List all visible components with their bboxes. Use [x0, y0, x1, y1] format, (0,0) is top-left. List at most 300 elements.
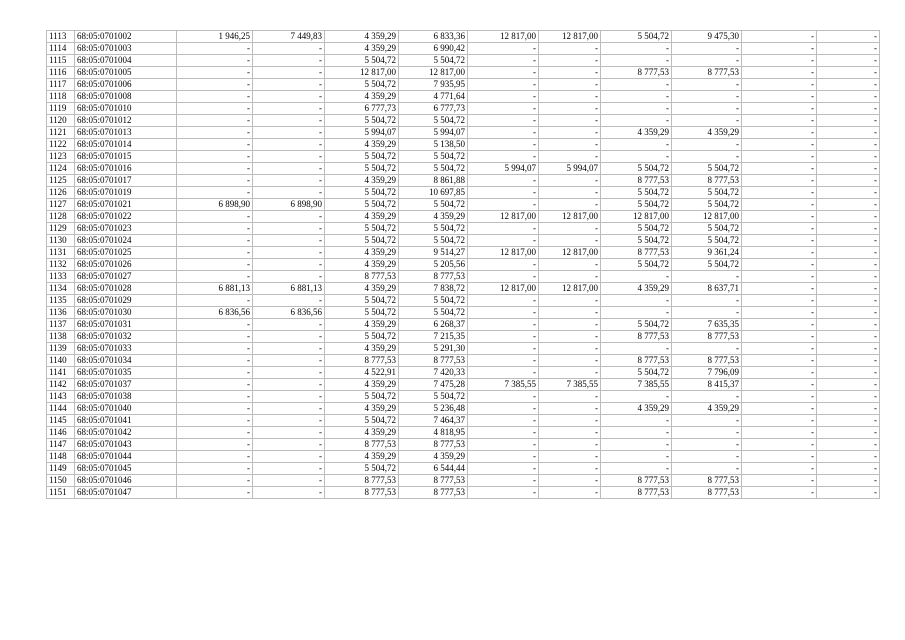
value-cell-1: -	[177, 319, 253, 331]
value-cell-1: -	[177, 427, 253, 439]
value-cell-7: 8 777,53	[601, 247, 672, 259]
value-cell-8: -	[672, 43, 742, 55]
value-cell-6: -	[539, 91, 601, 103]
value-cell-1: -	[177, 55, 253, 67]
table-row	[47, 475, 880, 487]
value-cell-4: 8 777,53	[399, 475, 468, 487]
value-cell-5: -	[468, 235, 539, 247]
value-cell-1: -	[177, 451, 253, 463]
value-cell-1: -	[177, 139, 253, 151]
cadastral-number-cell: 68:05:0701033	[75, 343, 177, 355]
table-row	[47, 307, 880, 319]
row-number-cell: 1117	[47, 79, 75, 91]
value-cell-5: -	[468, 199, 539, 211]
value-cell-3: 6 777,73	[325, 103, 399, 115]
value-cell-5: -	[468, 43, 539, 55]
value-cell-2: -	[253, 295, 325, 307]
value-cell-4: 8 777,53	[399, 439, 468, 451]
row-number-cell: 1127	[47, 199, 75, 211]
value-cell-5: 7 385,55	[468, 379, 539, 391]
value-cell-9: -	[742, 67, 817, 79]
value-cell-7: -	[601, 415, 672, 427]
value-cell-8: -	[672, 343, 742, 355]
table-row	[47, 211, 880, 223]
value-cell-4: 5 504,72	[399, 235, 468, 247]
value-cell-8: -	[672, 463, 742, 475]
value-cell-1: -	[177, 115, 253, 127]
value-cell-2: -	[253, 355, 325, 367]
value-cell-9: -	[742, 187, 817, 199]
value-cell-10: -	[817, 427, 880, 439]
value-cell-9: -	[742, 31, 817, 43]
cadastral-number-cell: 68:05:0701017	[75, 175, 177, 187]
value-cell-6: -	[539, 343, 601, 355]
value-cell-7: -	[601, 295, 672, 307]
value-cell-3: 4 359,29	[325, 319, 399, 331]
value-cell-5: -	[468, 271, 539, 283]
value-cell-7: -	[601, 463, 672, 475]
value-cell-7: 4 359,29	[601, 127, 672, 139]
value-cell-8: -	[672, 151, 742, 163]
table-row	[47, 199, 880, 211]
value-cell-8: 8 777,53	[672, 67, 742, 79]
value-cell-9: -	[742, 343, 817, 355]
value-cell-3: 5 504,72	[325, 223, 399, 235]
value-cell-2: -	[253, 139, 325, 151]
value-cell-8: 9 475,30	[672, 31, 742, 43]
value-cell-9: -	[742, 283, 817, 295]
value-cell-6: -	[539, 403, 601, 415]
value-cell-7: 5 504,72	[601, 259, 672, 271]
value-cell-8: 8 777,53	[672, 487, 742, 499]
table-row	[47, 319, 880, 331]
value-cell-7: 4 359,29	[601, 403, 672, 415]
value-cell-5: 5 994,07	[468, 163, 539, 175]
row-number-cell: 1113	[47, 31, 75, 43]
value-cell-8: -	[672, 451, 742, 463]
value-cell-3: 8 777,53	[325, 355, 399, 367]
value-cell-8: 4 359,29	[672, 403, 742, 415]
value-cell-2: 6 898,90	[253, 199, 325, 211]
value-cell-3: 4 359,29	[325, 451, 399, 463]
value-cell-7: -	[601, 103, 672, 115]
value-cell-7: 8 777,53	[601, 331, 672, 343]
row-number-cell: 1121	[47, 127, 75, 139]
table-row	[47, 403, 880, 415]
value-cell-1: -	[177, 403, 253, 415]
row-number-cell: 1126	[47, 187, 75, 199]
value-cell-1: -	[177, 211, 253, 223]
table-row	[47, 115, 880, 127]
value-cell-10: -	[817, 271, 880, 283]
value-cell-4: 5 994,07	[399, 127, 468, 139]
table-row	[47, 451, 880, 463]
value-cell-5: -	[468, 307, 539, 319]
value-cell-4: 6 777,73	[399, 103, 468, 115]
table-row	[47, 367, 880, 379]
value-cell-10: -	[817, 103, 880, 115]
value-cell-10: -	[817, 67, 880, 79]
value-cell-9: -	[742, 391, 817, 403]
table-row	[47, 103, 880, 115]
cadastral-number-cell: 68:05:0701040	[75, 403, 177, 415]
value-cell-10: -	[817, 175, 880, 187]
value-cell-7: -	[601, 343, 672, 355]
value-cell-9: -	[742, 475, 817, 487]
value-cell-5: 12 817,00	[468, 283, 539, 295]
value-cell-6: 5 994,07	[539, 163, 601, 175]
cadastral-number-cell: 68:05:0701029	[75, 295, 177, 307]
value-cell-4: 4 359,29	[399, 451, 468, 463]
value-cell-8: 8 637,71	[672, 283, 742, 295]
row-number-cell: 1136	[47, 307, 75, 319]
table-row	[47, 127, 880, 139]
value-cell-1: -	[177, 463, 253, 475]
value-cell-6: 7 385,55	[539, 379, 601, 391]
value-cell-4: 8 777,53	[399, 487, 468, 499]
cadastral-number-cell: 68:05:0701035	[75, 367, 177, 379]
value-cell-9: -	[742, 379, 817, 391]
value-cell-4: 6 833,36	[399, 31, 468, 43]
value-cell-2: -	[253, 175, 325, 187]
value-cell-4: 5 504,72	[399, 163, 468, 175]
value-cell-4: 4 818,95	[399, 427, 468, 439]
value-cell-5: -	[468, 223, 539, 235]
value-cell-8: -	[672, 415, 742, 427]
value-cell-9: -	[742, 439, 817, 451]
row-number-cell: 1120	[47, 115, 75, 127]
cadastral-number-cell: 68:05:0701025	[75, 247, 177, 259]
value-cell-6: -	[539, 427, 601, 439]
value-cell-9: -	[742, 403, 817, 415]
value-cell-6: 12 817,00	[539, 211, 601, 223]
value-cell-8: 8 777,53	[672, 331, 742, 343]
value-cell-10: -	[817, 163, 880, 175]
table-row	[47, 67, 880, 79]
row-number-cell: 1135	[47, 295, 75, 307]
value-cell-9: -	[742, 223, 817, 235]
cadastral-number-cell: 68:05:0701014	[75, 139, 177, 151]
value-cell-10: -	[817, 283, 880, 295]
value-cell-7: 5 504,72	[601, 163, 672, 175]
value-cell-7: 5 504,72	[601, 223, 672, 235]
value-cell-2: -	[253, 235, 325, 247]
value-cell-4: 5 504,72	[399, 115, 468, 127]
value-cell-5: -	[468, 139, 539, 151]
value-cell-2: -	[253, 163, 325, 175]
cadastral-number-cell: 68:05:0701003	[75, 43, 177, 55]
value-cell-9: -	[742, 271, 817, 283]
value-cell-8: 12 817,00	[672, 211, 742, 223]
value-cell-10: -	[817, 379, 880, 391]
value-cell-1: 6 881,13	[177, 283, 253, 295]
cadastral-number-cell: 68:05:0701037	[75, 379, 177, 391]
value-cell-1: 6 836,56	[177, 307, 253, 319]
row-number-cell: 1114	[47, 43, 75, 55]
value-cell-3: 5 504,72	[325, 151, 399, 163]
value-cell-2: -	[253, 127, 325, 139]
table-row	[47, 187, 880, 199]
value-cell-9: -	[742, 367, 817, 379]
value-cell-4: 7 935,95	[399, 79, 468, 91]
value-cell-6: -	[539, 103, 601, 115]
value-cell-3: 5 504,72	[325, 235, 399, 247]
value-cell-2: -	[253, 367, 325, 379]
row-number-cell: 1115	[47, 55, 75, 67]
value-cell-9: -	[742, 55, 817, 67]
value-cell-3: 5 504,72	[325, 115, 399, 127]
cadastral-number-cell: 68:05:0701034	[75, 355, 177, 367]
value-cell-1: -	[177, 355, 253, 367]
cadastral-number-cell: 68:05:0701027	[75, 271, 177, 283]
value-cell-10: -	[817, 31, 880, 43]
value-cell-8: -	[672, 439, 742, 451]
value-cell-1: 6 898,90	[177, 199, 253, 211]
value-cell-6: -	[539, 67, 601, 79]
value-cell-2: -	[253, 271, 325, 283]
value-cell-5: -	[468, 427, 539, 439]
cadastral-number-cell: 68:05:0701019	[75, 187, 177, 199]
value-cell-7: 8 777,53	[601, 355, 672, 367]
value-cell-5: -	[468, 127, 539, 139]
value-cell-4: 5 504,72	[399, 391, 468, 403]
value-cell-10: -	[817, 367, 880, 379]
row-number-cell: 1116	[47, 67, 75, 79]
value-cell-4: 12 817,00	[399, 67, 468, 79]
value-cell-9: -	[742, 79, 817, 91]
value-cell-7: -	[601, 307, 672, 319]
table-row	[47, 463, 880, 475]
cadastral-number-cell: 68:05:0701045	[75, 463, 177, 475]
value-cell-4: 7 838,72	[399, 283, 468, 295]
value-cell-4: 7 475,28	[399, 379, 468, 391]
value-cell-5: -	[468, 331, 539, 343]
value-cell-10: -	[817, 355, 880, 367]
value-cell-5: -	[468, 439, 539, 451]
value-cell-4: 9 514,27	[399, 247, 468, 259]
value-cell-6: -	[539, 415, 601, 427]
table-row	[47, 223, 880, 235]
value-cell-9: -	[742, 355, 817, 367]
value-cell-3: 4 359,29	[325, 379, 399, 391]
row-number-cell: 1124	[47, 163, 75, 175]
cadastral-number-cell: 68:05:0701012	[75, 115, 177, 127]
table-row	[47, 271, 880, 283]
value-cell-10: -	[817, 475, 880, 487]
value-cell-4: 8 777,53	[399, 355, 468, 367]
value-cell-7: 5 504,72	[601, 187, 672, 199]
table-row	[47, 151, 880, 163]
value-cell-8: -	[672, 91, 742, 103]
value-cell-5: -	[468, 391, 539, 403]
value-cell-5: -	[468, 151, 539, 163]
value-cell-9: -	[742, 127, 817, 139]
table-row	[47, 79, 880, 91]
value-cell-2: -	[253, 391, 325, 403]
value-cell-8: 7 635,35	[672, 319, 742, 331]
value-cell-8: 8 777,53	[672, 175, 742, 187]
table-row	[47, 295, 880, 307]
value-cell-2: -	[253, 187, 325, 199]
value-cell-2: -	[253, 103, 325, 115]
value-cell-9: -	[742, 247, 817, 259]
value-cell-2: -	[253, 43, 325, 55]
value-cell-6: -	[539, 331, 601, 343]
value-cell-7: 8 777,53	[601, 475, 672, 487]
cadastral-number-cell: 68:05:0701016	[75, 163, 177, 175]
value-cell-6: -	[539, 199, 601, 211]
row-number-cell: 1134	[47, 283, 75, 295]
value-cell-4: 5 504,72	[399, 307, 468, 319]
value-cell-3: 8 777,53	[325, 475, 399, 487]
value-cell-3: 5 504,72	[325, 331, 399, 343]
value-cell-6: -	[539, 187, 601, 199]
value-cell-3: 4 359,29	[325, 427, 399, 439]
cadastral-number-cell: 68:05:0701030	[75, 307, 177, 319]
cadastral-number-cell: 68:05:0701006	[75, 79, 177, 91]
value-cell-4: 8 777,53	[399, 271, 468, 283]
value-cell-1: -	[177, 331, 253, 343]
value-cell-6: -	[539, 55, 601, 67]
value-cell-8: -	[672, 139, 742, 151]
cadastral-number-cell: 68:05:0701021	[75, 199, 177, 211]
cadastral-number-cell: 68:05:0701022	[75, 211, 177, 223]
value-cell-6: -	[539, 235, 601, 247]
value-cell-9: -	[742, 487, 817, 499]
value-cell-9: -	[742, 115, 817, 127]
value-cell-6: -	[539, 307, 601, 319]
value-cell-10: -	[817, 223, 880, 235]
value-cell-8: -	[672, 103, 742, 115]
value-cell-7: 12 817,00	[601, 211, 672, 223]
table-row	[47, 247, 880, 259]
value-cell-6: -	[539, 259, 601, 271]
table-row	[47, 331, 880, 343]
value-cell-3: 4 359,29	[325, 43, 399, 55]
table-row	[47, 415, 880, 427]
value-cell-7: 8 777,53	[601, 175, 672, 187]
value-cell-2: -	[253, 79, 325, 91]
value-cell-10: -	[817, 295, 880, 307]
value-cell-10: -	[817, 187, 880, 199]
value-cell-1: -	[177, 247, 253, 259]
value-cell-8: 5 504,72	[672, 223, 742, 235]
value-cell-8: 4 359,29	[672, 127, 742, 139]
value-cell-1: -	[177, 415, 253, 427]
value-cell-10: -	[817, 151, 880, 163]
value-cell-5: -	[468, 415, 539, 427]
value-cell-9: -	[742, 103, 817, 115]
value-cell-3: 5 504,72	[325, 199, 399, 211]
row-number-cell: 1142	[47, 379, 75, 391]
value-cell-10: -	[817, 79, 880, 91]
value-cell-2: -	[253, 403, 325, 415]
value-cell-10: -	[817, 403, 880, 415]
table-row	[47, 43, 880, 55]
value-cell-3: 5 504,72	[325, 295, 399, 307]
value-cell-4: 5 291,30	[399, 343, 468, 355]
value-cell-2: -	[253, 343, 325, 355]
value-cell-3: 5 504,72	[325, 307, 399, 319]
cadastral-number-cell: 68:05:0701013	[75, 127, 177, 139]
value-cell-7: -	[601, 439, 672, 451]
cadastral-number-cell: 68:05:0701043	[75, 439, 177, 451]
value-cell-6: -	[539, 319, 601, 331]
value-cell-3: 8 777,53	[325, 439, 399, 451]
value-cell-8: -	[672, 55, 742, 67]
value-cell-1: -	[177, 475, 253, 487]
value-cell-2: 6 881,13	[253, 283, 325, 295]
value-cell-5: -	[468, 103, 539, 115]
value-cell-2: 6 836,56	[253, 307, 325, 319]
row-number-cell: 1151	[47, 487, 75, 499]
value-cell-9: -	[742, 415, 817, 427]
value-cell-2: -	[253, 91, 325, 103]
value-cell-7: 5 504,72	[601, 199, 672, 211]
value-cell-6: -	[539, 487, 601, 499]
row-number-cell: 1137	[47, 319, 75, 331]
cadastral-number-cell: 68:05:0701004	[75, 55, 177, 67]
value-cell-2: -	[253, 463, 325, 475]
row-number-cell: 1148	[47, 451, 75, 463]
value-cell-9: -	[742, 259, 817, 271]
row-number-cell: 1119	[47, 103, 75, 115]
value-cell-4: 5 504,72	[399, 199, 468, 211]
value-cell-1: 1 946,25	[177, 31, 253, 43]
value-cell-7: -	[601, 391, 672, 403]
value-cell-10: -	[817, 259, 880, 271]
value-cell-5: 12 817,00	[468, 31, 539, 43]
value-cell-3: 5 504,72	[325, 187, 399, 199]
value-cell-10: -	[817, 343, 880, 355]
value-cell-6: -	[539, 79, 601, 91]
value-cell-3: 4 359,29	[325, 343, 399, 355]
value-cell-7: 8 777,53	[601, 487, 672, 499]
value-cell-2: -	[253, 427, 325, 439]
value-cell-10: -	[817, 307, 880, 319]
value-cell-2: -	[253, 475, 325, 487]
row-number-cell: 1140	[47, 355, 75, 367]
table-row	[47, 283, 880, 295]
value-cell-6: -	[539, 223, 601, 235]
value-cell-6: -	[539, 367, 601, 379]
value-cell-5: -	[468, 259, 539, 271]
value-cell-4: 7 215,35	[399, 331, 468, 343]
value-cell-10: -	[817, 331, 880, 343]
value-cell-2: -	[253, 211, 325, 223]
value-cell-1: -	[177, 79, 253, 91]
table-row	[47, 55, 880, 67]
value-cell-10: -	[817, 319, 880, 331]
value-cell-1: -	[177, 391, 253, 403]
cadastral-number-cell: 68:05:0701002	[75, 31, 177, 43]
value-cell-2: -	[253, 319, 325, 331]
value-cell-2: -	[253, 115, 325, 127]
value-cell-10: -	[817, 199, 880, 211]
value-cell-3: 5 504,72	[325, 463, 399, 475]
cadastral-number-cell: 68:05:0701031	[75, 319, 177, 331]
value-cell-4: 4 771,64	[399, 91, 468, 103]
value-cell-1: -	[177, 259, 253, 271]
value-cell-3: 4 359,29	[325, 247, 399, 259]
cadastral-number-cell: 68:05:0701010	[75, 103, 177, 115]
value-cell-5: -	[468, 451, 539, 463]
row-number-cell: 1118	[47, 91, 75, 103]
value-cell-7: -	[601, 139, 672, 151]
value-cell-2: -	[253, 415, 325, 427]
value-cell-4: 7 420,33	[399, 367, 468, 379]
value-cell-6: -	[539, 439, 601, 451]
